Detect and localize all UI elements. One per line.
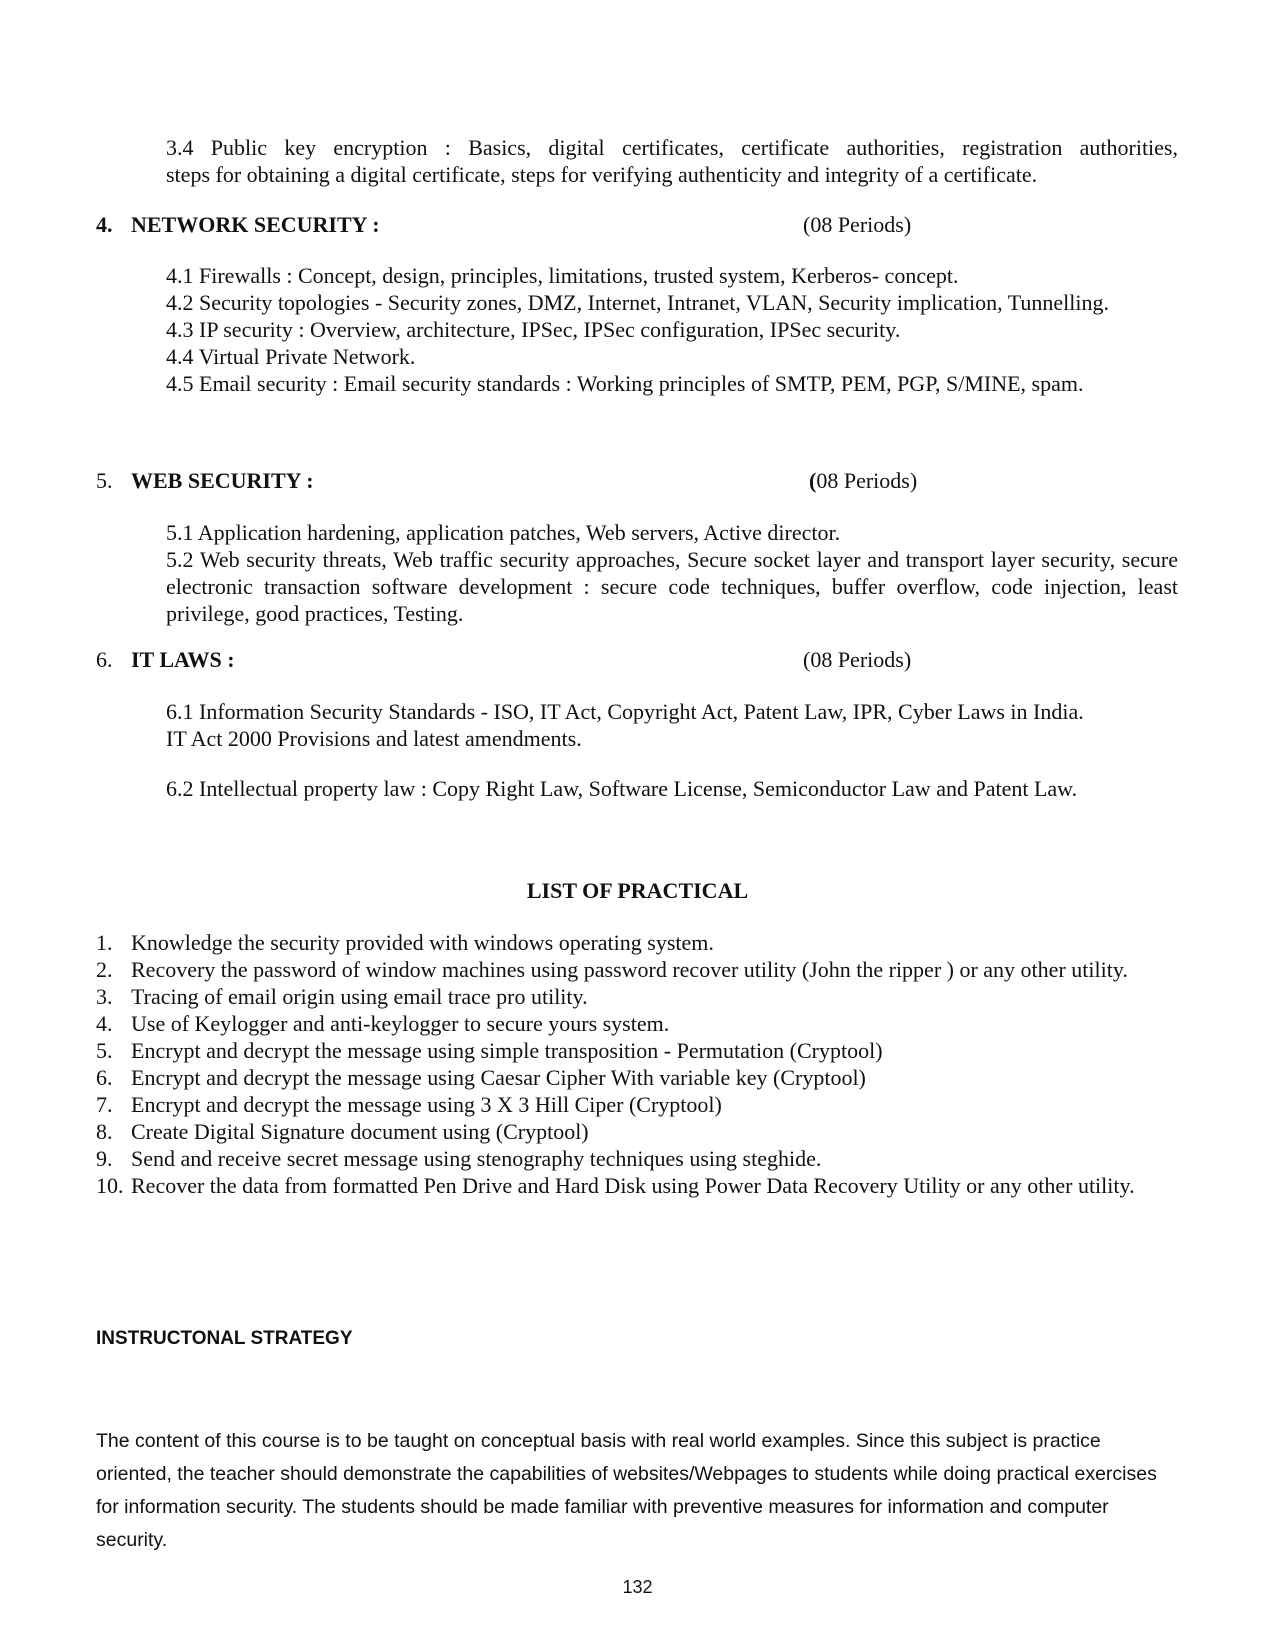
section-4-periods: (08 Periods) <box>803 212 912 237</box>
list-item-number: 10. <box>96 1173 124 1198</box>
strategy-heading: INSTRUCTONAL STRATEGY <box>96 1328 353 1349</box>
list-item-number: 9. <box>96 1146 113 1171</box>
section-5-periods-rest: 08 Periods) <box>816 468 918 493</box>
page-number: 132 <box>622 1577 653 1597</box>
list-item <box>96 1037 1178 1064</box>
section-5-periods <box>809 467 917 494</box>
practical-list <box>96 929 1178 1199</box>
item-6-2 <box>166 775 1126 802</box>
strategy-paragraph: The content of this course is to be taught on conceptual basis with real world examples. Since this subject is practice oriented, the teacher should demonstrate the capabilities of websites/Webpages to students while doing practical exercises for information security. The students should be made familiar with preventive measures for information and computer security. <box>96 1430 1157 1551</box>
list-item-text: Tracing of email origin using email trace pro utility. <box>131 984 588 1009</box>
list-item-number: 8. <box>96 1119 113 1144</box>
list-item <box>96 1010 1178 1037</box>
list-item <box>96 956 1178 983</box>
section-6-heading <box>96 646 1096 673</box>
list-item-number: 4. <box>96 1011 113 1036</box>
section-5-heading <box>96 467 1096 494</box>
item-6-1-line2: IT Act 2000 Provisions and latest amendments. <box>166 726 582 751</box>
list-item-number: 6. <box>96 1065 113 1090</box>
section-4-heading <box>96 211 1096 238</box>
section-6-title: IT LAWS : <box>131 647 235 672</box>
practical-list-title: LIST OF PRACTICAL <box>526 878 749 903</box>
item-6-1 <box>166 698 1178 752</box>
list-item-number: 3. <box>96 984 113 1009</box>
list-item-text: Recovery the password of window machines using password recover utility (John the ripper ) or any other utility. <box>131 957 1128 982</box>
section-5-title: WEB SECURITY : <box>131 468 314 493</box>
item-5-1: 5.1 Application hardening, application patches, Web servers, Active director. <box>166 520 841 545</box>
section-5-periods-open: ( <box>809 468 817 493</box>
item-6-2-text: 6.2 Intellectual property law : Copy Right Law, Software License, Semiconductor Law and Patent Law. <box>166 776 1078 801</box>
item-6-1-line1: 6.1 Information Security Standards - ISO, IT Act, Copyright Act, Patent Law, IPR, Cyber Laws in India. <box>166 699 1084 724</box>
list-item-text: Encrypt and decrypt the message using 3 X 3 Hill Ciper (Cryptool) <box>131 1092 722 1117</box>
list-item-text: Create Digital Signature document using (Cryptool) <box>131 1119 589 1144</box>
list-item <box>96 1091 1178 1118</box>
list-item <box>96 1118 1178 1145</box>
list-item-text: Use of Keylogger and anti-keylogger to secure yours system. <box>131 1011 670 1036</box>
section-4-number: 4. <box>96 212 113 237</box>
list-item <box>96 1172 1178 1199</box>
item-3-4-line1: 3.4 Public key encryption : Basics, digital certificates, certificate authorities, registration authorities, <box>166 135 1178 160</box>
item-4-1: 4.1 Firewalls : Concept, design, principles, limitations, trusted system, Kerberos- concept. <box>166 263 959 288</box>
list-item-text: Encrypt and decrypt the message using simple transposition - Permutation (Cryptool) <box>131 1038 883 1063</box>
item-4-2: 4.2 Security topologies - Security zones, DMZ, Internet, Intranet, VLAN, Security implication, Tunnelling. <box>166 290 1110 315</box>
list-item <box>96 1145 1178 1172</box>
section-6-periods: (08 Periods) <box>803 647 912 672</box>
list-item-text: Encrypt and decrypt the message using Caesar Cipher With variable key (Cryptool) <box>131 1065 866 1090</box>
list-item-text: Knowledge the security provided with windows operating system. <box>131 930 714 955</box>
section-6-number: 6. <box>96 647 113 672</box>
item-4-4: 4.4 Virtual Private Network. <box>166 344 416 369</box>
list-item <box>96 983 1178 1010</box>
list-item <box>96 1064 1178 1091</box>
item-4-3: 4.3 IP security : Overview, architecture, IPSec, IPSec configuration, IPSec security. <box>166 317 901 342</box>
item-4-5: 4.5 Email security : Email security standards : Working principles of SMTP, PEM, PGP, S/MINE, spam. <box>166 371 1084 396</box>
list-item-number: 1. <box>96 930 113 955</box>
list-item-number: 7. <box>96 1092 113 1117</box>
section-5-items <box>166 519 1178 627</box>
list-item-number: 2. <box>96 957 113 982</box>
item-3-4-line2: steps for obtaining a digital certificate, steps for verifying authenticity and integrity of a certificate. <box>166 162 1038 187</box>
list-item-text: Send and receive secret message using stenography techniques using steghide. <box>131 1146 822 1171</box>
item-5-2: 5.2 Web security threats, Web traffic security approaches, Secure socket layer and transport layer security, secure electronic transaction software development : secure code techniques, buffer overflow, code injection, least privilege, good practices, Testing. <box>166 547 1178 626</box>
list-item <box>96 929 1178 956</box>
list-item-number: 5. <box>96 1038 113 1063</box>
item-3-4 <box>166 134 1178 188</box>
list-item-text: Recover the data from formatted Pen Drive and Hard Disk using Power Data Recovery Utility or any other utility. <box>131 1173 1135 1198</box>
section-4-items <box>166 262 1178 397</box>
section-4-title: NETWORK SECURITY : <box>131 212 380 237</box>
section-5-number: 5. <box>96 468 113 493</box>
